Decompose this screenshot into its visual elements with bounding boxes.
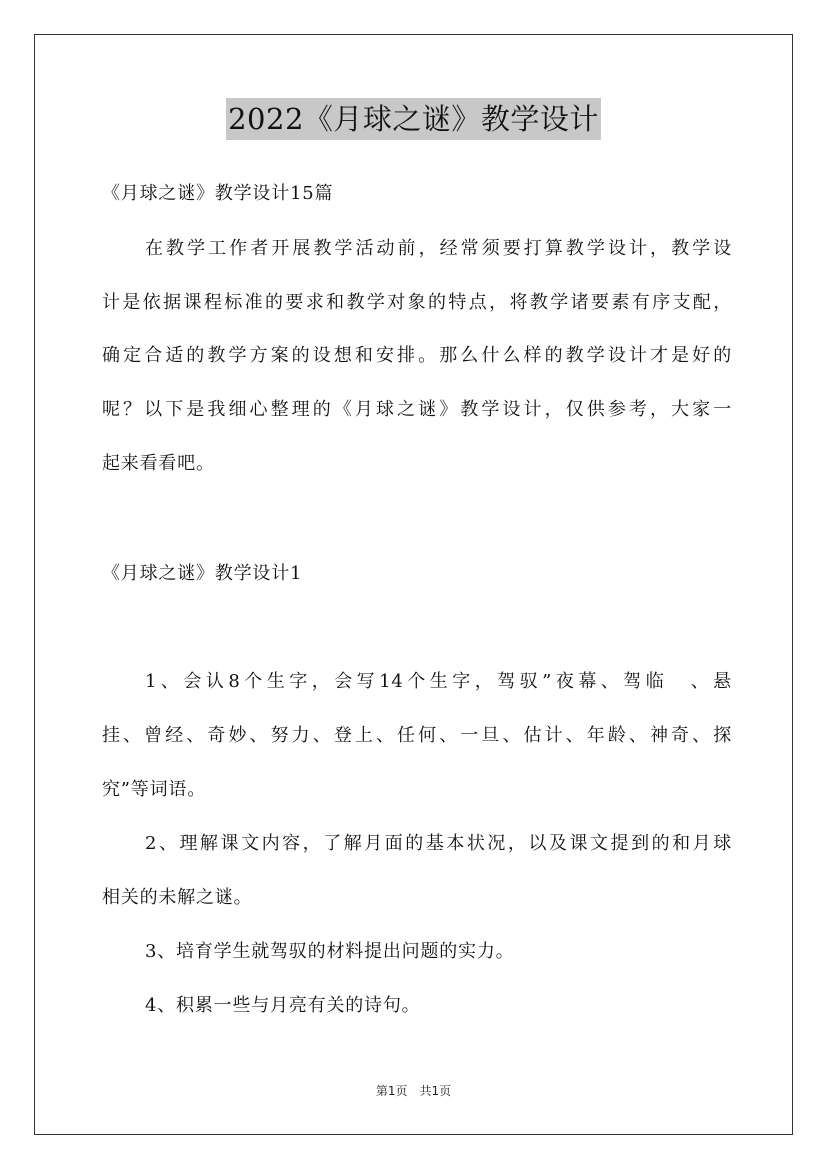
goal-line-5: 相关的未解之谜。 [102, 887, 253, 908]
document-title: 2022《月球之谜》教学设计 [226, 98, 601, 140]
section-heading: 《月球之谜》教学设计1 [102, 563, 303, 584]
goal-line-3: 究”等词语。 [102, 779, 207, 800]
page-footer: 第1页 共1页 [375, 1084, 452, 1098]
goal-line-6: 3、培育学生就驾驭的材料提出问题的实力。 [145, 941, 515, 962]
goal-line-1: 1、会认8个生字，会写14个生字，驾驭”夜幕、驾临 、悬 [145, 671, 732, 692]
intro-line-1: 在教学工作者开展教学活动前，经常须要打算教学设计，教学设 [145, 238, 732, 259]
title-container [0, 98, 827, 140]
goal-line-2: 挂、曾经、奇妙、努力、登上、任何、一旦、估计、年龄、神奇、探 [102, 725, 732, 746]
intro-line-4: 呢？以下是我细心整理的《月球之谜》教学设计，仅供参考，大家一 [102, 399, 732, 420]
goal-line-7: 4、积累一些与月亮有关的诗句。 [145, 995, 421, 1016]
goal-line-4: 2、理解课文内容，了解月面的基本状况，以及课文提到的和月球 [145, 833, 732, 854]
intro-line-3: 确定合适的教学方案的设想和安排。那么什么样的教学设计才是好的 [102, 345, 732, 366]
intro-line-2: 计是依据课程标准的要求和教学对象的特点，将教学诸要素有序支配， [102, 292, 732, 313]
document-subtitle: 《月球之谜》教学设计15篇 [102, 183, 334, 204]
intro-line-5: 起来看看吧。 [102, 453, 215, 474]
